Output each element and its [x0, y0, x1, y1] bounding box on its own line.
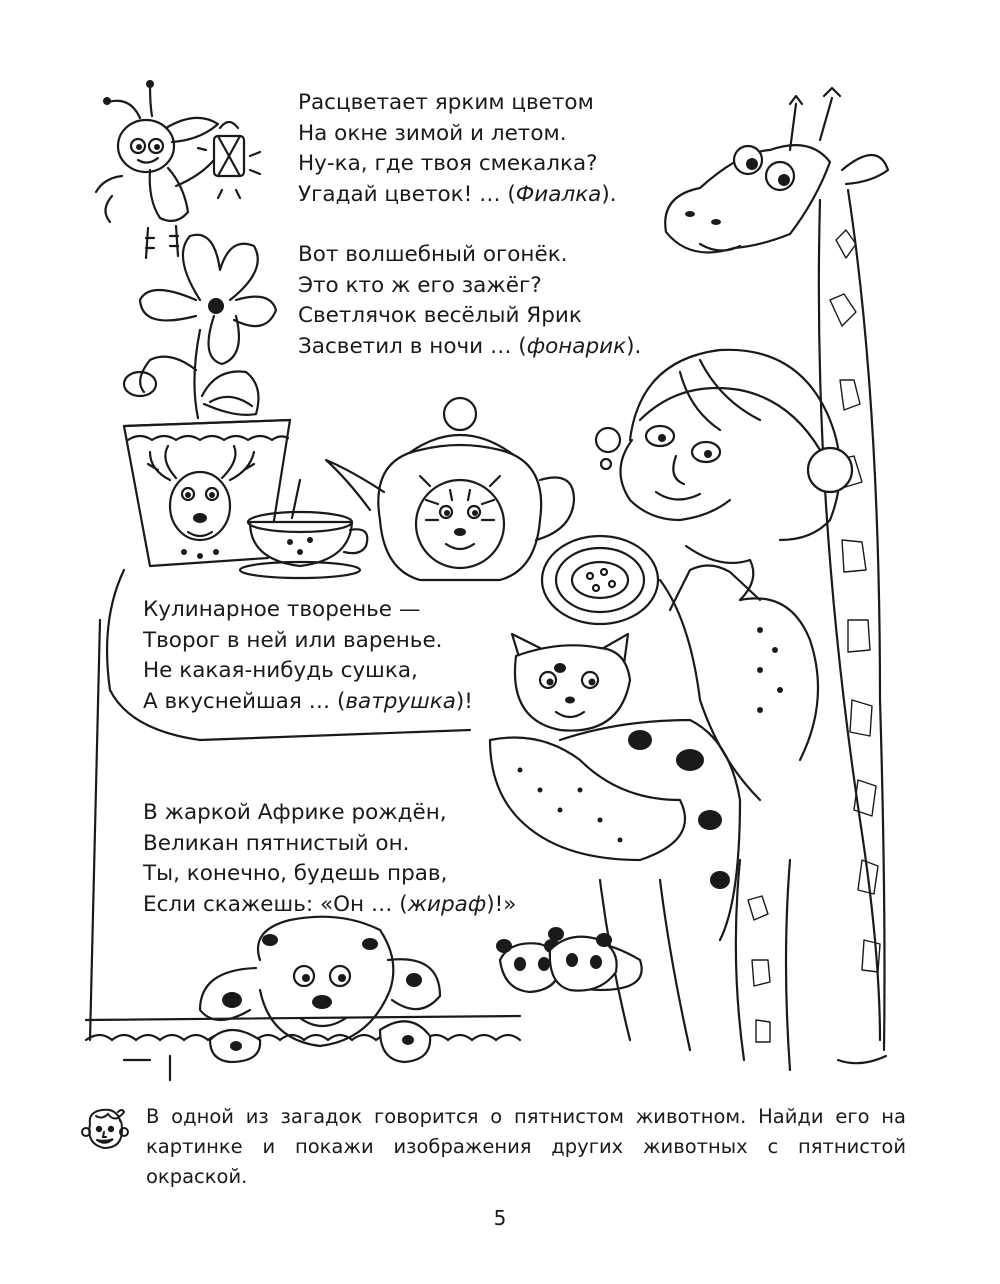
task-text: В одной из загадок говорится о пятнистом животном. Найди его на картинке и покажи изображения других животных с пятнистой окраской. — [146, 1105, 906, 1188]
riddle-last-line — [143, 687, 473, 718]
riddle-answer: ватрушка — [345, 688, 456, 714]
riddle-violet — [298, 88, 617, 210]
teapot-illustration — [326, 398, 574, 580]
riddle-answer: Фиалка — [515, 181, 602, 207]
spotted-cat-illustration — [512, 634, 740, 940]
riddle-line: Ты, конечно, будешь прав, — [143, 861, 448, 886]
riddle-line-suffix: ). — [626, 333, 642, 359]
riddle-giraffe — [143, 798, 516, 920]
riddle-line: Творог в ней или варенье. — [143, 627, 443, 653]
riddle-line-prefix: А вкуснейшая … ( — [143, 688, 346, 714]
riddle-line: Светлячок весёлый Ярик — [298, 303, 582, 328]
spotted-dog-illustration — [200, 917, 440, 1062]
page-number: 5 — [493, 1206, 507, 1230]
riddle-line-prefix: Засветил в ночи … ( — [298, 333, 527, 359]
riddle-last-line — [143, 890, 516, 921]
riddle-tart — [143, 595, 473, 717]
riddle-line-suffix: )!» — [486, 891, 517, 917]
riddle-line-prefix: Если скажешь: «Он … ( — [143, 891, 408, 917]
riddle-line: Это кто ж его зажёг? — [298, 272, 542, 298]
riddle-line-suffix: )! — [455, 688, 473, 714]
riddle-lantern — [298, 240, 641, 362]
riddle-line: На окне зимой и летом. — [298, 120, 567, 146]
riddle-last-line — [298, 180, 617, 211]
giraffe-illustration — [665, 88, 888, 1070]
riddle-line: Расцветает ярким цветом — [298, 90, 594, 115]
violet-flower-illustration — [124, 235, 290, 566]
riddle-line: Ну-ка, где твоя смекалка? — [298, 151, 598, 176]
riddle-line: Великан пятнистый он. — [143, 830, 410, 856]
riddle-line: В жаркой Африке рождён, — [143, 800, 447, 825]
firefly-illustration — [96, 80, 260, 258]
riddle-answer: фонарик — [526, 333, 627, 359]
riddle-line-prefix: Угадай цветок! … ( — [298, 181, 516, 207]
child-face-icon — [80, 1104, 130, 1154]
riddle-answer: жираф — [407, 891, 487, 917]
riddle-line-suffix: ). — [601, 181, 617, 207]
riddle-line: Не какая-нибудь сушка, — [143, 658, 418, 683]
panda-slippers-illustration — [496, 927, 617, 992]
riddle-last-line — [298, 332, 641, 363]
riddle-line: Кулинарное творенье — — [143, 597, 421, 622]
riddle-line: Вот волшебный огонёк. — [298, 242, 568, 267]
